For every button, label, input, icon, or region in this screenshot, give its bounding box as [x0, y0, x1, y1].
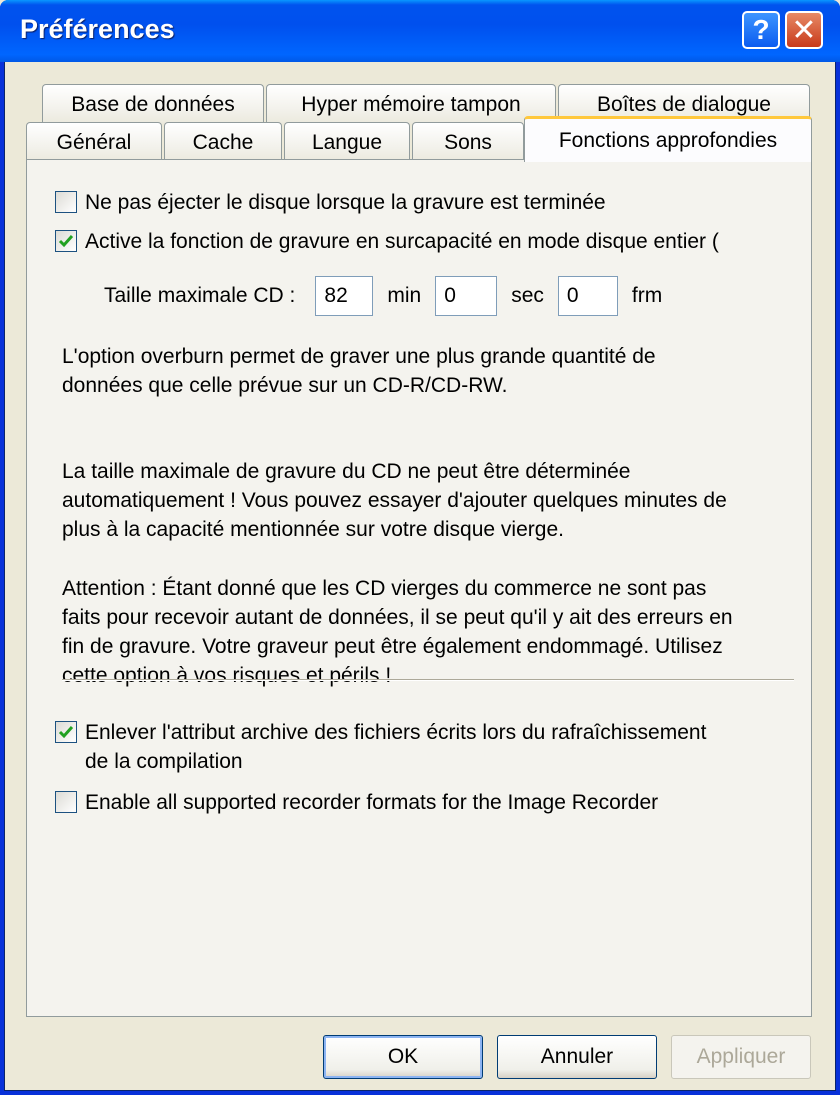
close-button[interactable]: [785, 11, 823, 49]
tab-panel-advanced: [26, 159, 812, 1017]
tab-fonctions-approfondies[interactable]: Fonctions approfondies: [524, 116, 812, 162]
no-eject-checkbox[interactable]: [55, 191, 77, 213]
archive-option[interactable]: [55, 718, 706, 776]
seconds-field[interactable]: [435, 276, 497, 316]
minutes-field[interactable]: [315, 276, 373, 316]
overburn-option[interactable]: [55, 227, 719, 256]
recorder-formats-label: Enable all supported recorder formats for the Image Recorder: [85, 791, 659, 814]
warning-text: Attention : Étant donné que les CD vierges du commerce ne sont pas faits pour recevoir autant de données, il se peut qu'il y ait des erreurs en fin de gravure. Votre graveur peut être également endommagé. Utilisez cette option à vos risques et périls !: [62, 577, 733, 687]
tab-general[interactable]: Général: [26, 122, 162, 162]
tab-boites-de-dialogue[interactable]: Boîtes de dialogue: [558, 84, 810, 124]
divider: [62, 679, 794, 681]
tab-langue[interactable]: Langue: [284, 122, 410, 162]
overburn-description: L'option overburn permet de graver une plus grande quantité de données que celle prévue sur un CD-R/CD-RW.: [62, 345, 656, 397]
window-title: Préférences: [20, 14, 175, 44]
help-icon: ?: [752, 14, 770, 45]
recorder-formats-checkbox[interactable]: [55, 791, 77, 813]
cancel-button[interactable]: Annuler: [497, 1035, 657, 1079]
title-bar[interactable]: [0, 0, 840, 62]
tab-cache[interactable]: Cache: [164, 122, 282, 162]
ok-button[interactable]: OK: [323, 1035, 483, 1079]
recorder-formats-option[interactable]: [55, 788, 658, 817]
overburn-checkbox[interactable]: [55, 230, 77, 252]
apply-button[interactable]: Appliquer: [671, 1035, 811, 1079]
frames-field[interactable]: [558, 276, 618, 316]
tab-base-de-donnees[interactable]: Base de données: [42, 84, 264, 124]
overburn-label: Active la fonction de gravure en surcapacité en mode disque entier (: [85, 230, 719, 253]
archive-checkbox[interactable]: [55, 721, 77, 743]
checkmark-icon: [58, 724, 74, 740]
archive-label: Enlever l'attribut archive des fichiers écrits lors du rafraîchissement de la compilation: [85, 721, 707, 773]
frames-unit: frm: [631, 284, 663, 307]
close-icon: ✕: [791, 13, 817, 47]
tab-sons[interactable]: Sons: [412, 122, 524, 162]
tab-hyper-memoire-tampon[interactable]: Hyper mémoire tampon: [266, 84, 556, 124]
max-size-note: La taille maximale de gravure du CD ne peut être déterminée automatiquement ! Vous pouvez essayer d'ajouter quelques minutes de plus à la capacité mentionnée sur votre disque vierge.: [62, 460, 727, 541]
minutes-unit: min: [387, 284, 422, 307]
max-cd-size-row: [104, 276, 676, 316]
seconds-unit: sec: [511, 284, 544, 307]
max-cd-size-label: Taille maximale CD :: [104, 284, 296, 307]
help-button[interactable]: [742, 11, 780, 49]
no-eject-label: Ne pas éjecter le disque lorsque la gravure est terminée: [85, 191, 606, 214]
no-eject-option[interactable]: [55, 188, 606, 217]
checkmark-icon: [58, 233, 74, 249]
